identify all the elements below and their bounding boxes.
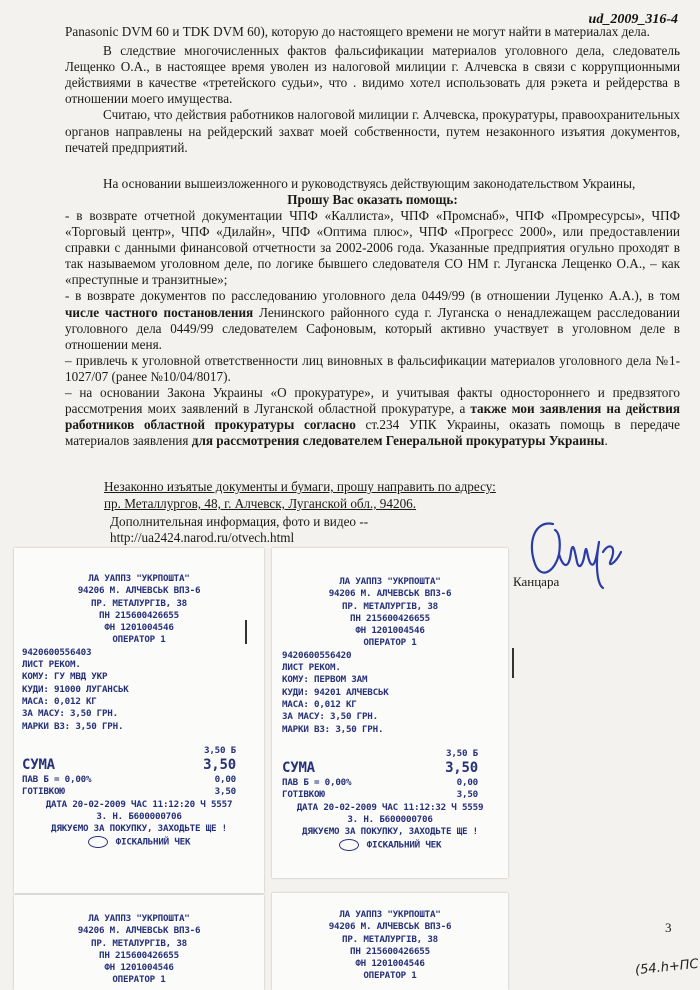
- receipt-zn: З. Н. Б600000706: [96, 811, 182, 823]
- request-item: – привлечь к уголовной ответственности лиц виновных в фальсификации материалов уголовного дела №1-1027/07 (ранее №10/04/8017).: [65, 352, 680, 384]
- signer-name: Канцара: [513, 574, 560, 589]
- receipt-line: 9420600556420: [282, 649, 352, 661]
- receipt-cash: ГОТІВКОЮ 3,50: [22, 786, 236, 798]
- receipt-org: ЛА УАППЗ "УКРПОШТА": [88, 913, 190, 924]
- receipt-branch: 94206 М. АЛЧЕВСЬК ВПЗ-6: [328, 921, 452, 933]
- request-heading: Прошу Вас оказать помощь:: [287, 191, 458, 207]
- receipt-line: ЛИСТ РЕКОМ.: [22, 659, 81, 671]
- receipt-line: МАСА: 0,012 КГ: [22, 695, 97, 707]
- paragraph: В следствие многочисленных фактов фальсификации материалов уголовного дела, следователь Лещенко О.А., в настоящее время уволен из налоговой милиции г. Алчевска в связи с коррупционными действиями в качестве «третейского судьи», что . видимо хотел использовать для рэкета и рейдерства в отношении моего имущества.: [65, 43, 680, 107]
- receipt-line: ЛИСТ РЕКОМ.: [282, 662, 341, 674]
- receipt-street: ПР. МЕТАЛУРГІВ, 38: [342, 933, 438, 945]
- info-link[interactable]: http://ua2424.narod.ru/otvech.html: [110, 530, 295, 545]
- receipt-date: ДАТА 20-02-2009 ЧАС 11:12:32 Ч 5559: [296, 801, 484, 813]
- receipt-pn: ПН 215600426655: [350, 945, 430, 957]
- receipt-operator: ОПЕРАТОР 1: [112, 974, 166, 986]
- receipt-street: ПР. МЕТАЛУРГІВ, 38: [91, 597, 187, 609]
- handwritten-note: (54.h+ПС: [634, 956, 700, 979]
- request-item: – на основании Закона Украины «О прокуратуре», и учитывая факты одностороннего и предвзятого рассмотрения моих заявлений в Луганской областной прокуратуре, а также мои заявления на действия работников областной прокуратуры согласно ст.234 УПК Украины, оказать помощь в передаче материалов заявления для рассмотрения следователем Генеральной прокуратуры Украины.: [65, 384, 680, 449]
- address-line: Незаконно изъятые документы и бумаги, прошу направить по адресу:: [104, 479, 496, 494]
- receipt-org: ЛА УАППЗ "УКРПОШТА": [339, 909, 441, 920]
- receipt-fiscal: ФІСКАЛЬНИЙ ЧЕК: [22, 836, 256, 849]
- receipt-operator: ОПЕРАТОР 1: [112, 634, 166, 646]
- receipt-2: [272, 548, 508, 878]
- info-line: Дополнительная информация, фото и видео --: [110, 514, 369, 529]
- receipt-line: ЗА МАСУ: 3,50 ГРН.: [282, 711, 378, 723]
- receipt-date: ДАТА 20-02-2009 ЧАС 11:12:20 Ч 5557: [45, 798, 233, 810]
- receipt-street: ПР. МЕТАЛУРГІВ, 38: [91, 937, 187, 949]
- receipt-4: [272, 893, 508, 990]
- receipt-cash: ГОТІВКОЮ 3,50: [282, 789, 478, 801]
- receipt-line: МАРКИ ВЗ: 3,50 ГРН.: [282, 723, 384, 735]
- receipt-vat: ПАВ Б = 0,00% 0,00: [282, 777, 478, 789]
- receipt-branch: 94206 М. АЛЧЕВСЬК ВПЗ-6: [328, 588, 452, 600]
- receipt-line: КОМУ: ПЕРВОМ ЗАМ: [282, 674, 368, 686]
- fiscal-logo-icon: [88, 836, 108, 848]
- scan-mark: [512, 648, 514, 678]
- receipt-fiscal: ФІСКАЛЬНИЙ ЧЕК: [282, 839, 498, 852]
- receipt-operator: ОПЕРАТОР 1: [363, 637, 417, 649]
- receipt-fn: ФН 1201004546: [104, 962, 174, 974]
- request-item: - в возврате документов по расследованию уголовного дела 0449/99 (в отношении Луценко А.А.), в том числе частного постановления Ленинского районного суда г. Луганска о ненадлежащем расследовании уголовного дела 0449/99 следователем Сафоновым, который активно участвует в уголовном деле в отношении меня.: [65, 288, 680, 352]
- scan-mark: [245, 620, 247, 644]
- receipt-pn: ПН 215600426655: [99, 949, 179, 961]
- receipt-3: [14, 895, 264, 990]
- receipt-line: МАРКИ ВЗ: 3,50 ГРН.: [22, 720, 124, 732]
- receipt-street: ПР. МЕТАЛУРГІВ, 38: [342, 600, 438, 612]
- receipt-pn: ПН 215600426655: [99, 609, 179, 621]
- receipt-amount: 3,50 Б: [204, 744, 236, 756]
- receipt-line: КУДИ: 91000 ЛУГАНСЬК: [22, 683, 129, 695]
- receipt-line: КУДИ: 94201 АЛЧЕВСЬК: [282, 686, 389, 698]
- receipt-line: МАСА: 0,012 КГ: [282, 698, 357, 710]
- receipt-branch: 94206 М. АЛЧЕВСЬК ВПЗ-6: [77, 585, 201, 597]
- address-line: пр. Металлургов, 48, г. Алчевск, Луганской обл., 94206.: [104, 496, 417, 511]
- receipt-org: ЛА УАППЗ "УКРПОШТА": [339, 576, 441, 587]
- receipt-pn: ПН 215600426655: [350, 612, 430, 624]
- receipt-sum: СУМА 3,50: [282, 760, 478, 777]
- fiscal-logo-icon: [339, 839, 359, 851]
- receipt-fn: ФН 1201004546: [104, 622, 174, 634]
- receipt-line: ЗА МАСУ: 3,50 ГРН.: [22, 708, 118, 720]
- receipt-zn: З. Н. Б600000706: [347, 814, 433, 826]
- paragraph: На основании вышеизложенного и руководствуясь действующим законодательством Украины,: [103, 175, 636, 191]
- receipt-amount: 3,50 Б: [446, 747, 478, 759]
- receipt-fn: ФН 1201004546: [355, 625, 425, 637]
- receipt-sum: СУМА 3,50: [22, 757, 236, 774]
- receipt-line: КОМУ: ГУ МВД УКР: [22, 671, 108, 683]
- paragraph: Panasonic DVM 60 и TDK DVM 60), которую до настоящего времени не могут найти в материалах дела.: [65, 24, 650, 39]
- receipt-org: ЛА УАППЗ "УКРПОШТА": [88, 573, 190, 584]
- page-number: 3: [665, 920, 672, 935]
- receipt-thanks: ДЯКУЄМО ЗА ПОКУПКУ, ЗАХОДЬТЕ ЩЕ !: [302, 826, 478, 838]
- document-id: ud_2009_316-4: [588, 12, 678, 27]
- receipt-thanks: ДЯКУЄМО ЗА ПОКУПКУ, ЗАХОДЬТЕ ЩЕ !: [51, 823, 227, 835]
- paragraph: Считаю, что действия работников налоговой милиции г. Алчевска, прокуратуры, правоохранительных органов направлены на рейдерский захват моей собственности, путем незаконного изъятия документов, печатей предприятий.: [65, 107, 680, 155]
- receipt-fn: ФН 1201004546: [355, 958, 425, 970]
- receipt-line: 9420600556403: [22, 646, 92, 658]
- receipt-1: [14, 548, 264, 893]
- request-item: - в возврате отчетной документации ЧПФ «Каллиста», ЧПФ «Промснаб», ЧПФ «Промресурсы», ЧПФ «Торговый центр», ЧПФ «Дилайн», ЧПФ «Оптима плюс», ЧПФ «Прогресс 2000», или предоставлении справки с данными финансовой отчетности за 2002-2006 года. Указанные предприятия огульно проходят в так называемом уголовном деле, по логике бывшего следователя СО НМ г. Луганска Лещенко О.А., – как «преступные и транзитные»;: [65, 207, 680, 288]
- receipt-operator: ОПЕРАТОР 1: [363, 970, 417, 982]
- letter-body: [65, 24, 680, 449]
- receipt-branch: 94206 М. АЛЧЕВСЬК ВПЗ-6: [77, 925, 201, 937]
- receipt-vat: ПАВ Б = 0,00% 0,00: [22, 774, 236, 786]
